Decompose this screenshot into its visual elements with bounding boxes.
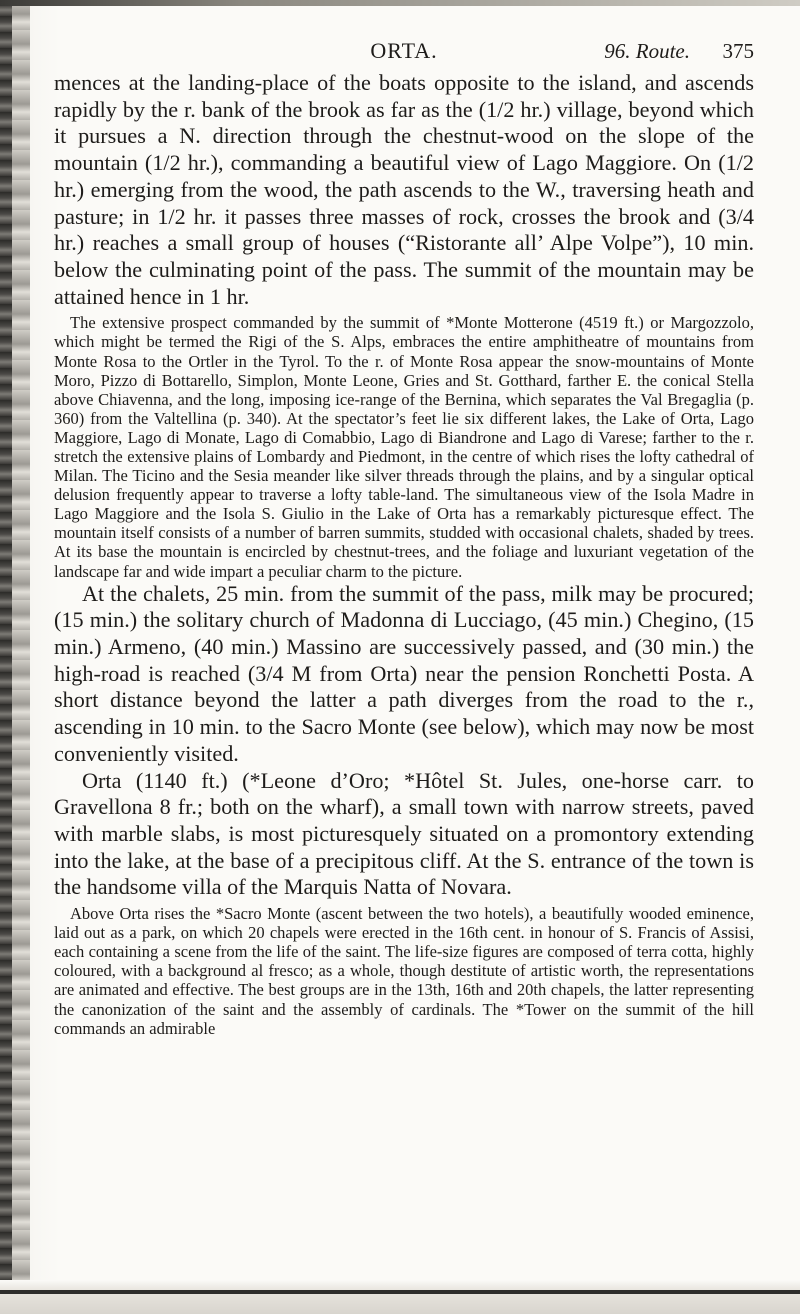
body-text bbox=[54, 70, 754, 1038]
page-title: ORTA. bbox=[370, 38, 438, 63]
paragraph-sacro-monte: Above Orta rises the *Sacro Monte (ascent between the two hotels), a beautifully wooded eminence, laid out as a park, on which 20 chapels were erected in the 16th cent. in honour of S. Francis of Assisi, each containing a scene from the life of the saint. The life-size figures are composed of terra cotta, highly coloured, with a background al fresco; as a whole, though destitute of artistic worth, the representations are animated and effective. The best groups are in the 13th, 16th and 20th chapels, the latter representing the canonization of the saint and the assembly of cardinals. The *Tower on the summit of the hill commands an admirable bbox=[54, 904, 754, 1038]
paragraph-ascent: mences at the landing-place of the boats opposite to the island, and ascends rapidly by the r. bank of the brook as far as the (1/2 hr.) village, beyond which it pursues a N. direction through the chestnut-wood on the slope of the mountain (1/2 hr.), commanding a beautiful view of Lago Maggiore. On (1/2 hr.) emerging from the wood, the path ascends to the W., traversing heath and pasture; in 1/2 hr. it passes three masses of rock, crosses the brook and (3/4 hr.) reaches a small group of houses (“Ristorante all’ Alpe Volpe”), 10 min. below the culminating point of the pass. The summit of the mountain may be attained hence in 1 hr. bbox=[54, 70, 754, 309]
paragraph-orta: Orta (1140 ft.) (*Leone d’Oro; *Hôtel St. Jules, one-horse carr. to Gravellona 8 fr.; both on the wharf), a small town with narrow streets, paved with marble slabs, is most picturesquely situated on a promontory extending into the lake, at the base of a precipitous cliff. At the S. entrance of the town is the handsome villa of the Marquis Natta of Novara. bbox=[54, 767, 754, 900]
paragraph-descent: At the chalets, 25 min. from the summit of the pass, milk may be procured; (15 min.) the solitary church of Madonna di Lucciago, (45 min.) Chegino, (15 min.) Armeno, (40 min.) Massino are successively passed, and (30 min.) the high-road is reached (3/4 M from Orta) near the pension Ronchetti Posta. A short distance beyond the latter a path diverges from the road to the r., ascending in 10 min. to the Sacro Monte (see below), which may now be most conveniently visited. bbox=[54, 580, 754, 766]
bottom-edge-line bbox=[0, 1290, 800, 1294]
page-number: 375 bbox=[722, 39, 754, 63]
binding-edge bbox=[0, 0, 12, 1314]
bottom-border bbox=[0, 1280, 800, 1314]
binding-shadow bbox=[12, 0, 30, 1314]
paragraph-motterone-view: The extensive prospect commanded by the summit of *Monte Motterone (4519 ft.) or Margozzolo, which might be termed the Rigi of the S. Alps, embraces the entire amphitheatre of mountains from Monte Rosa to the Ortler in the Tyrol. To the r. of Monte Rosa appear the snow-mountains of Monte Moro, Pizzo di Bottarello, Simplon, Monte Leone, Gries and St. Gotthard, farther E. the conical Stella above Chiavenna, and the long, imposing ice-range of the Bernina, which separates the Val Bregaglia (p. 360) from the Valtellina (p. 340). At the spectator’s feet lie six different lakes, the Lake of Orta, Lago Maggiore, Lago di Monate, Lago di Comabbio, Lago di Biandrone and Lago di Varese; farther to the r. stretch the extensive plains of Lombardy and Piedmont, in the centre of which rises the lofty cathedral of Milan. The Ticino and the Sesia meander like silver threads through the plains, and by a singular optical delusion frequently appear to traverse a lofty table-land. The simultaneous view of the Isola Madre in Lago Maggiore and the Isola S. Giulio in the Lake of Orta has a remarkably picturesque effect. The mountain itself consists of a number of barren summits, studded with occasional chalets, shaded by trees. At its base the mountain is encircled by chestnut-trees, and the foliage and luxuriant vegetation of the landscape far and wide impart a peculiar charm to the picture. bbox=[54, 313, 754, 581]
top-border bbox=[0, 0, 800, 6]
route-label: 96. Route. bbox=[604, 39, 690, 63]
